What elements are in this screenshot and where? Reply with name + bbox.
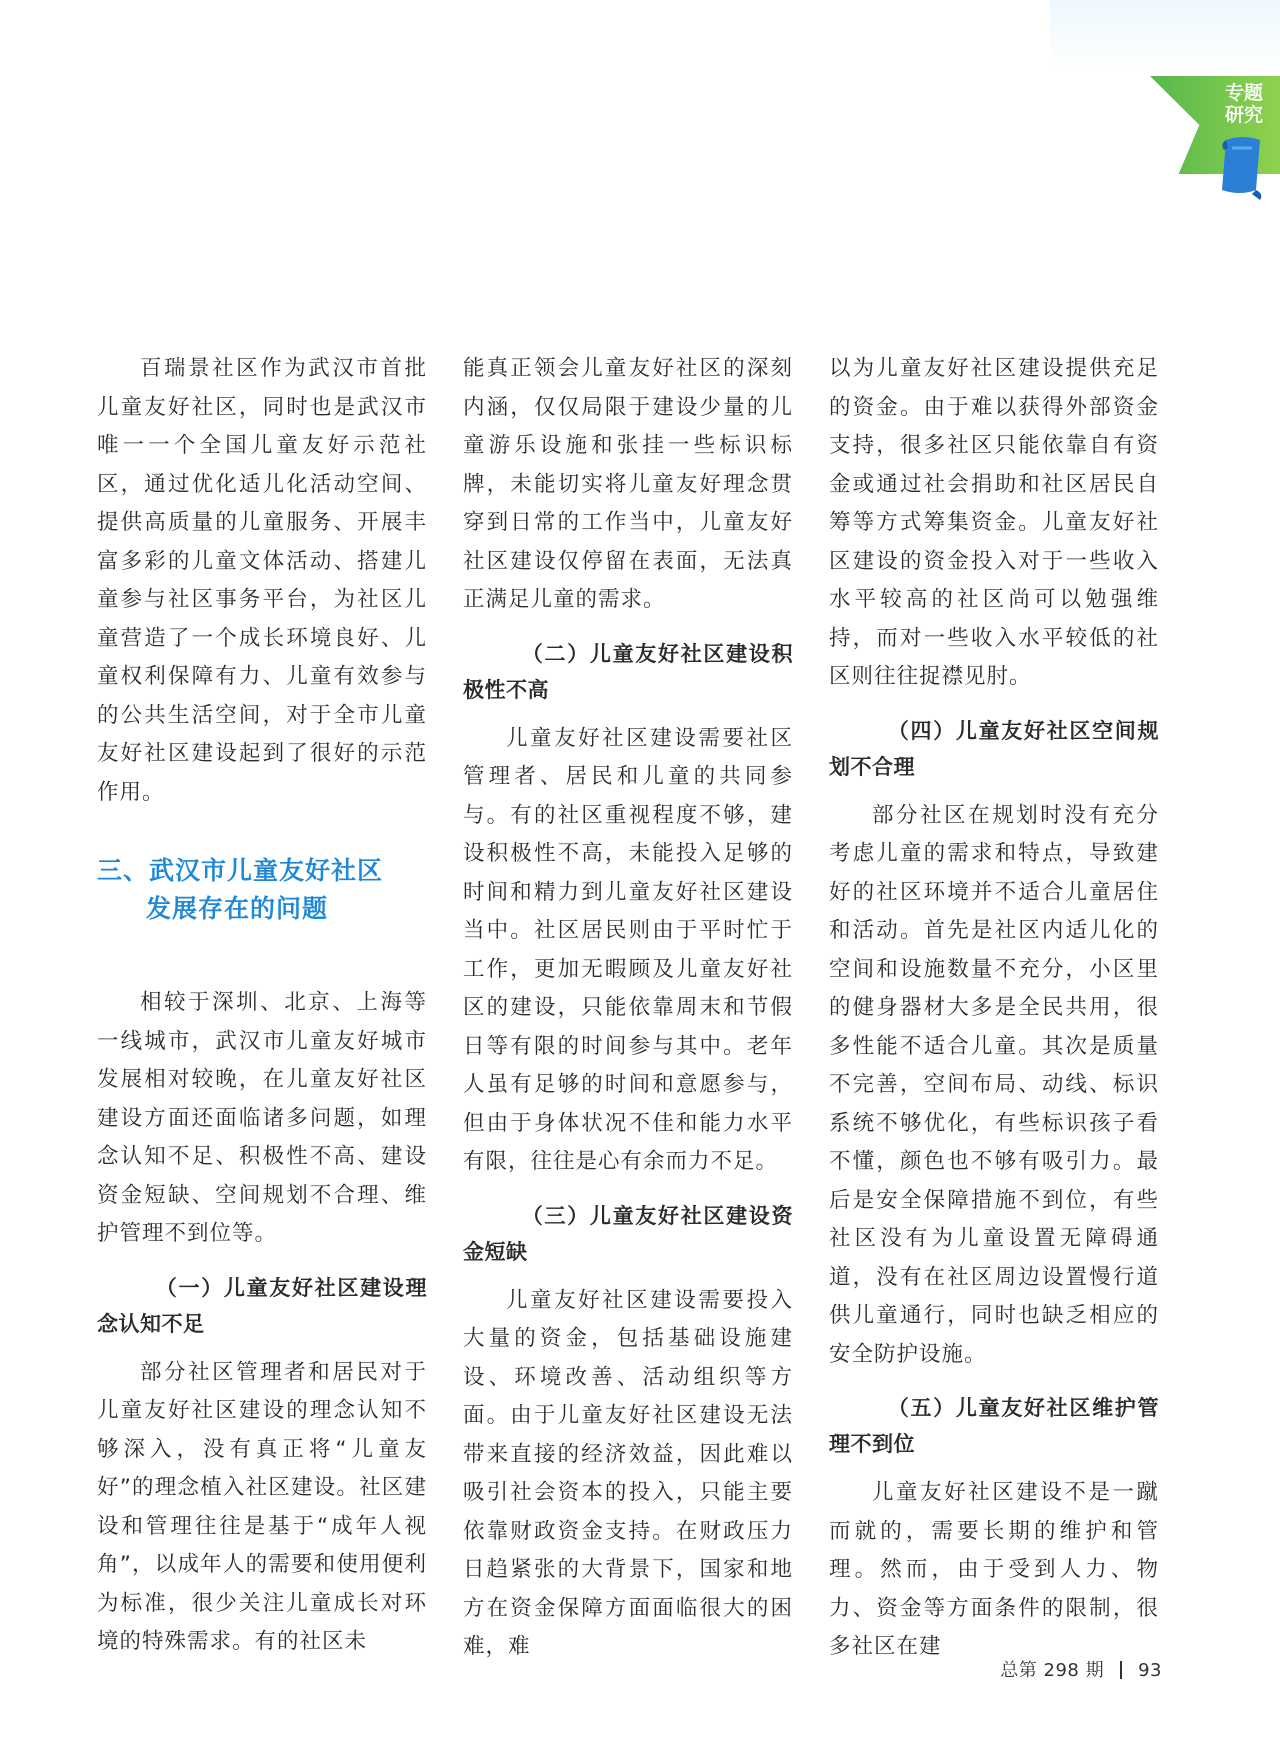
paragraph: 部分社区在规划时没有充分考虑儿童的需求和特点，导致建好的社区环境并不适合儿童居住和活动。首先是社区内适儿化的空间和设施数量不充分，小区里的健身器材大多是全民共用，很多性能不适合儿童。其次是质量不完善，空间布局、动线、标识系统不够优化，有些标识孩子看不懂，颜色也不够有吸引力。最后是安全保障措施不到位，有些社区没有为儿童设置无障碍通道，没有在社区周边设置慢行道供儿童通行，同时也缺乏相应的安全防护设施。 [829,802,1159,1367]
paragraph: 以为儿童友好社区建设提供充足的资金。由于难以获得外部资金支持，很多社区只能依靠自有资金或通过社会捐助和社区居民自筹等方式筹集资金。儿童友好社区建设的资金投入对于一些收入水平较高的社区尚可以勉强维持，而对一些收入水平较低的社区则往往捉襟见肘。 [829,356,1159,689]
subheading: （二）儿童友好社区建设积极性不高 [463,641,793,702]
subheading: （一）儿童友好社区建设理念认知不足 [97,1275,427,1336]
footer-separator [1120,1661,1122,1679]
section-tab-line1: 专题 [1224,82,1263,104]
column-1 [97,350,427,1662]
paragraph: 相较于深圳、北京、上海等一线城市，武汉市儿童友好城市发展相对较晚，在儿童友好社区建设方面还面临诸多问题，如理念认知不足、积极性不高、建设资金短缺、空间规划不合理、维护管理不到位等。 [97,990,427,1246]
page-number: 93 [1138,1660,1162,1681]
section-heading [97,852,427,928]
column-2 [463,350,793,1667]
section-heading-line1: 三、武汉市儿童友好社区 [97,856,384,885]
page-footer [1000,1656,1162,1682]
section-heading-line2: 发展存在的问题 [146,894,329,923]
paragraph: 儿童友好社区建设需要社区管理者、居民和儿童的共同参与。有的社区重视程度不够，建设积极性不高，未能投入足够的时间和精力到儿童友好社区建设当中。社区居民则由于平时忙于工作，更加无暇顾及儿童友好社区的建设，只能依靠周末和节假日等有限的时间参与其中。老年人虽有足够的时间和意愿参与，但由于身体状况不佳和能力水平有限，往往是心有余而力不足。 [463,725,793,1174]
paragraph: 部分社区管理者和居民对于儿童友好社区建设的理念认知不够深入，没有真正将“儿童友好”的理念植入社区建设。社区建设和管理往往是基于“成年人视角”，以成年人的需要和使用便利为标准，很少关注儿童成长对环境的特殊需求。有的社区未 [97,1359,427,1654]
paragraph: 儿童友好社区建设不是一蹴而就的，需要长期的维护和管理。然而，由于受到人力、物力、资金等方面条件的限制，很多社区在建 [829,1480,1159,1659]
subheading: （四）儿童友好社区空间规划不合理 [829,718,1159,779]
subheading: （五）儿童友好社区维护管理不到位 [829,1396,1159,1456]
paragraph: 儿童友好社区建设需要投入大量的资金，包括基础设施建设、环境改善、活动组织等方面。由于儿童友好社区建设无法带来直接的经济效益，因此难以吸引社会资本的投入，只能主要依靠财政资金支持。在财政压力日趋紧张的大背景下，国家和地方在资金保障方面面临很大的困难，难 [463,1287,793,1659]
header-decoration [1050,0,1280,70]
subheading: （三）儿童友好社区建设资金短缺 [463,1203,793,1264]
paragraph: 能真正领会儿童友好社区的深刻内涵，仅仅局限于建设少量的儿童游乐设施和张挂一些标识标牌，未能切实将儿童友好理念贯穿到日常的工作当中，儿童友好社区建设仅停留在表面，无法真正满足儿童的需求。 [463,356,793,612]
column-3 [829,350,1159,1667]
section-tab-line2: 研究 [1224,104,1263,126]
issue-number: 总第 298 期 [1000,1660,1105,1681]
scroll-icon [1216,134,1268,202]
paragraph: 百瑞景社区作为武汉市首批儿童友好社区，同时也是武汉市唯一一个全国儿童友好示范社区，通过优化适儿化活动空间、提供高质量的儿童服务、开展丰富多彩的儿童文体活动、搭建儿童参与社区事务平台，为社区儿童营造了一个成长环境良好、儿童权利保障有力、儿童有效参与的公共生活空间，对于全市儿童友好社区建设起到了很好的示范作用。 [97,356,427,805]
section-tab-label [1218,82,1270,126]
